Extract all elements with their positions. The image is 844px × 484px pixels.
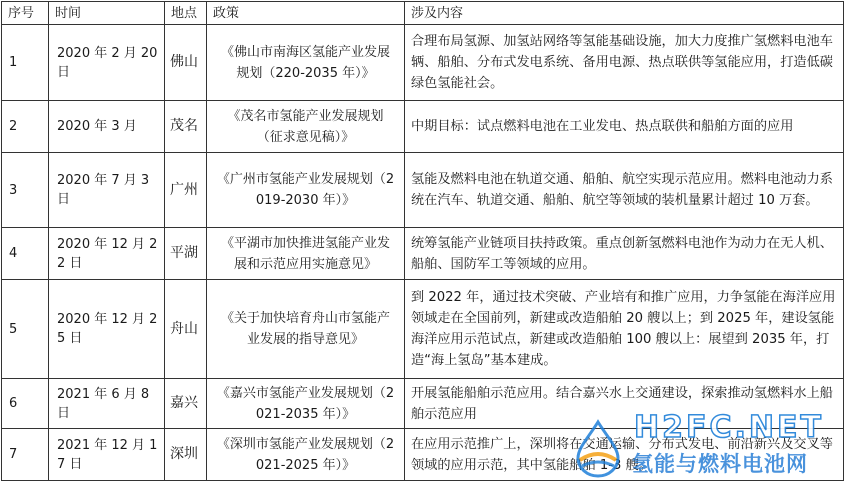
row-place: 平湖 (165, 228, 207, 280)
header-no: 序号 (2, 2, 49, 25)
row-no: 1 (2, 25, 49, 101)
row-place: 嘉兴 (165, 379, 207, 429)
row-time: 2020 年 12 月 22 日 (49, 228, 165, 280)
hydrogen-policy-table (1, 1, 844, 481)
row-content: 中期目标：试点燃料电池在工业发电、热点联供和船舶方面的应用 (405, 101, 844, 153)
header-policy: 政策 (207, 2, 405, 25)
watermark-text-cn: 氢能与燃料电池网 (632, 452, 808, 476)
row-place: 佛山 (165, 25, 207, 101)
row-content: 氢能及燃料电池在轨道交通、船舶、航空实现示范应用。燃料电池动力系统在汽车、轨道交通、船舶、航空等领域的装机量累计超过 10 万套。 (405, 153, 844, 228)
row-time: 2020 年 12 月 25 日 (49, 280, 165, 379)
row-place: 广州 (165, 153, 207, 228)
row-policy: 《关于加快培育舟山市氢能产业发展的指导意见》 (207, 280, 405, 379)
row-policy: 《茂名市氢能产业发展规划（征求意见稿）》 (207, 101, 405, 153)
row-time: 2020 年 2 月 20 日 (49, 25, 165, 101)
header-place: 地点 (165, 2, 207, 25)
row-policy: 《平湖市加快推进氢能产业发展和示范应用实施意见》 (207, 228, 405, 280)
header-time: 时间 (49, 2, 165, 25)
table-row (2, 379, 844, 429)
row-time: 2020 年 7 月 3 日 (49, 153, 165, 228)
row-policy: 《嘉兴市氢能产业发展规划（2021-2035 年）》 (207, 379, 405, 429)
table-row (2, 101, 844, 153)
row-no: 6 (2, 379, 49, 429)
row-content: 到 2022 年，通过技术突破、产业培有和推广应用，力争氢能在海洋应用领域走在全国前列，新建或改造船舶 20 艘以上；到 2025 年，建设氢能海洋应用示范试点，新建或改造船舶 100 艘以上：展望到 2035 年，打造“海上氢岛”基本建成。 (405, 280, 844, 379)
row-content: 统筹氢能产业链项目扶持政策。重点创新氢燃料电池作为动力在无人机、船舶、国防军工等领域的应用。 (405, 228, 844, 280)
row-content: 在应用示范推广上，深圳将在交通运输、分布式发电、前沿新兴及交叉等领域的应用示范，其中氢能船舶 1-3 艘。 (405, 429, 844, 481)
row-content: 开展氢能船舶示范应用。结合嘉兴水上交通建设，探索推动氢燃料水上船舶示范应用 (405, 379, 844, 429)
row-policy: 《佛山市南海区氢能产业发展规划（220-2035 年）》 (207, 25, 405, 101)
row-time: 2021 年 12 月 17 日 (49, 429, 165, 481)
row-place: 深圳 (165, 429, 207, 481)
row-no: 7 (2, 429, 49, 481)
row-content: 合理布局氢源、加氢站网络等氢能基础设施，加大力度推广氢燃料电池车辆、船舶、分布式发电系统、备用电源、热点联供等氢能应用，打造低碳绿色氢能社会。 (405, 25, 844, 101)
row-policy: 《广州市氢能产业发展规划（2019-2030 年）》 (207, 153, 405, 228)
row-no: 3 (2, 153, 49, 228)
table-row (2, 228, 844, 280)
row-no: 5 (2, 280, 49, 379)
table-row (2, 280, 844, 379)
table-row (2, 25, 844, 101)
header-content: 涉及内容 (405, 2, 844, 25)
row-no: 2 (2, 101, 49, 153)
table-row (2, 153, 844, 228)
table-row (2, 429, 844, 481)
table-header-row (2, 2, 844, 25)
row-no: 4 (2, 228, 49, 280)
row-place: 茂名 (165, 101, 207, 153)
row-policy: 《深圳市氢能产业发展规划（2021-2025 年）》 (207, 429, 405, 481)
watermark-text-en: H2FC.NET (634, 410, 824, 445)
row-time: 2021 年 6 月 8 日 (49, 379, 165, 429)
row-place: 舟山 (165, 280, 207, 379)
row-time: 2020 年 3 月 (49, 101, 165, 153)
